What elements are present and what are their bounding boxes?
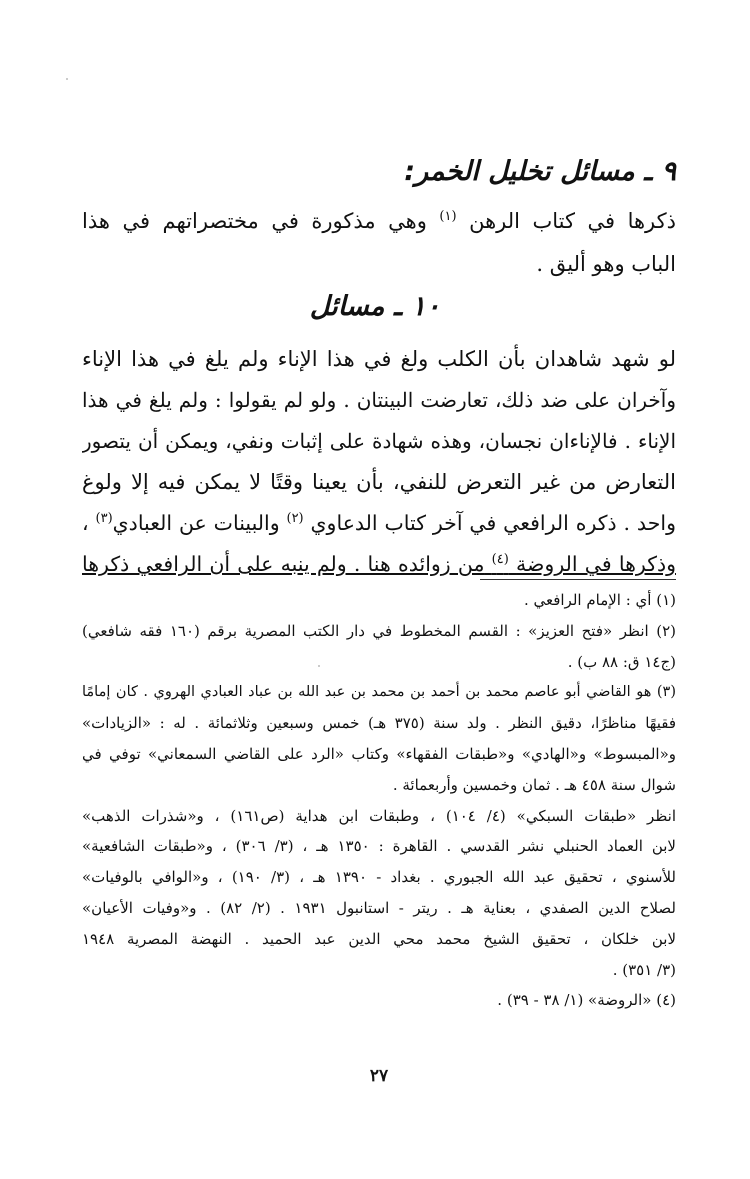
- section-heading-10: ١٠ ـ مسائل: [309, 291, 441, 322]
- footnote-3-line: لابن العماد الحنبلي نشر القدسي . القاهرة : ١٣٥٠ هـ ، (٣/ ٣٠٦) ، و«طبقات الشافعية»: [82, 837, 676, 856]
- footnote-4: (٤) «الروضة» (١/ ٣٨ - ٣٩) .: [497, 991, 676, 1010]
- paragraph-section-9: [82, 200, 676, 286]
- footnote-3-line: لابن خلكان ، تحقيق الشيخ محمد محي الدين عبد الحميد . النهضة المصرية ١٩٤٨: [82, 929, 676, 948]
- footnote-3-line: لصلاح الدين الصفدي ، بعناية هـ . ريتر - استانبول ١٩٣١ . (٢/ ٨٢) . و«وفيات الأعيان»: [82, 898, 676, 917]
- paragraph-line: التعارض من غير التعرض للنفي، بأن يعينا وقتًا لا يمكن فيه إلا ولوغ: [82, 470, 676, 494]
- footnote-3-line: (٣) هو القاضي أبو عاصم محمد بن أحمد بن محمد بن عبد الله بن عباد العبادي الهروي . كان إمامًا: [82, 684, 676, 701]
- footnote-1: (١) أي : الإمام الرافعي .: [523, 591, 676, 609]
- paragraph-line: ذكرها في كتاب الرهن $^{(١)}$ وهي مذكورة في مختصراتهم في هذا: [82, 209, 676, 233]
- book-page: [82, 0, 676, 1179]
- footnote-ref-3[interactable]: (٣): [95, 511, 113, 526]
- paragraph-line: وذكرها في الروضة $^{(٤)}$ من زوائده هنا . ولم ينبه على أن الرافعي ذكرها: [82, 552, 676, 576]
- paragraph-line: لو شهد شاهدان بأن الكلب ولغ في هذا الإناء ولم يلغ في هذا الإناء: [82, 347, 676, 371]
- paragraph-line: واحد . ذكره الرافعي في آخر كتاب الدعاوي $^{(٢)}$ والبينات عن العبادي$^{(٣)}$ ،: [82, 511, 676, 535]
- footnote-separator: [480, 579, 676, 580]
- footnote-3-line: شوال سنة ٤٥٨ هـ . ثمان وخمسين وأربعمائة .: [392, 775, 676, 794]
- footnote-3-line: للأسنوي ، تحقيق عبد الله الجبوري . بغداد - ١٣٩٠ هـ ، (٣/ ١٩٠) ، و«الوافي بالوفيات»: [82, 868, 676, 887]
- footnote-ref-4[interactable]: (٤): [491, 552, 509, 567]
- footnote-3-line: و«المبسوط» و«الهادي» و«طبقات الفقهاء» وكتاب «الرد على القاضي السمعاني» توفي في: [82, 744, 676, 763]
- scan-speck: [318, 665, 320, 667]
- footnote-ref-2[interactable]: (٢): [286, 511, 304, 526]
- paragraph-line: الإناء . فالإناءان نجسان، وهذه شهادة على إثبات ونفي، ويمكن أن يتصور: [82, 429, 676, 453]
- footnote-3-line: انظر «طبقات السبكي» (٤/ ١٠٤) ، وطبقات ابن هداية (ص١٦١) ، و«شذرات الذهب»: [82, 806, 676, 825]
- footnote-2-line: (٢) انظر «فتح العزيز» : القسم المخطوط في دار الكتب المصرية برقم (١٦٠ فقه شافعي): [82, 621, 676, 640]
- footnote-3-line: (٣/ ٣٥١) .: [612, 960, 676, 979]
- footnotes: [82, 585, 676, 1016]
- footnote-2-line: (ج١٤ ق: ٨٨ ب) .: [567, 652, 676, 671]
- footnote-ref-1[interactable]: (١): [439, 209, 457, 224]
- paragraph-line: وآخران على ضد ذلك، تعارضت البينتان . ولو لم يقولوا : ولم يلغ في هذا: [82, 388, 676, 412]
- paragraph-section-10: [82, 339, 676, 585]
- scan-speck: [66, 78, 68, 80]
- paragraph-line: الباب وهو أليق .: [536, 252, 676, 276]
- section-heading-9: ٩ ـ مسائل تخليل الخمر:: [404, 156, 676, 187]
- footnote-3-line: فقيهًا مناظرًا، دقيق النظر . ولد سنة (٣٧٥ هـ) خمس وسبعين وثلاثمائة . له : «الزيادات»: [82, 714, 676, 733]
- page-number: ٢٧: [369, 1066, 389, 1086]
